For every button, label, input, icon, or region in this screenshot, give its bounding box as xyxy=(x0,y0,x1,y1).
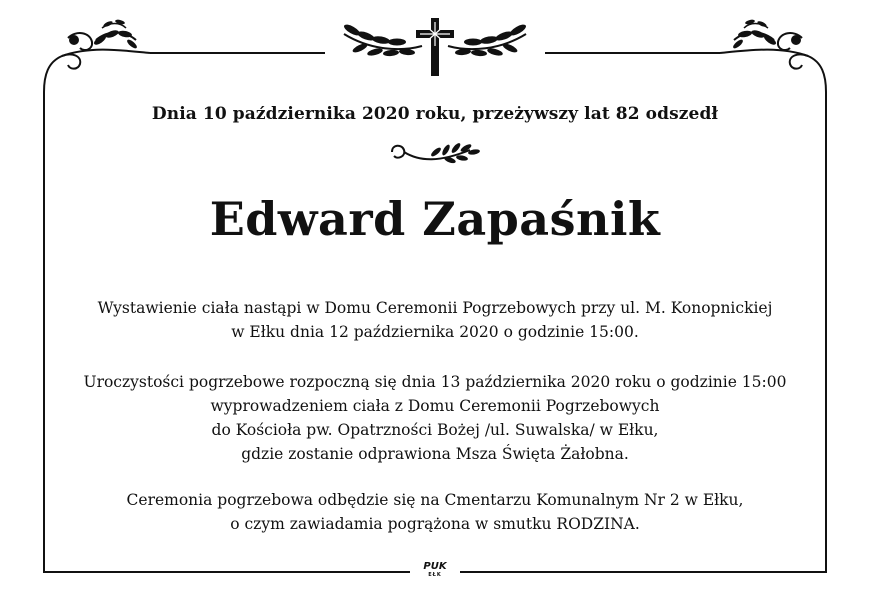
paragraph-line: Wystawienie ciała nastąpi w Domu Ceremonii Pogrzebowych przy ul. M. Konopnickiej xyxy=(97,299,773,317)
paragraph-line: Ceremonia pogrzebowa odbędzie się na Cmentarzu Komunalnym Nr 2 w Ełku, xyxy=(126,491,744,509)
paragraph-line: w Ełku dnia 12 października 2020 o godzinie 15:00. xyxy=(231,323,639,341)
deceased-name: Edward Zapaśnik xyxy=(209,192,661,246)
paragraph-burial xyxy=(40,488,830,536)
paragraph-ceremony xyxy=(40,370,830,466)
obituary-intro: Dnia 10 października 2020 roku, przeżywszy lat 82 odszedł xyxy=(151,104,719,124)
paragraph-viewing xyxy=(40,296,830,344)
floral-flourish-icon xyxy=(720,24,826,93)
vine-divider-icon xyxy=(392,142,480,165)
cross-with-laurel-icon xyxy=(342,18,527,76)
paragraph-line: o czym zawiadamia pogrążona w smutku RODZINA. xyxy=(230,515,640,533)
paragraph-line: do Kościoła pw. Opatrzności Bożej /ul. Suwalska/ w Ełku, xyxy=(211,421,659,439)
puk-logo xyxy=(414,562,456,578)
floral-flourish-icon xyxy=(44,24,150,93)
logo-sub: EŁK xyxy=(428,572,442,578)
paragraph-line: Uroczystości pogrzebowe rozpoczną się dnia 13 października 2020 roku o godzinie 15:00 xyxy=(83,373,787,391)
paragraph-line: wyprowadzeniem ciała z Domu Ceremonii Pogrzebowych xyxy=(210,397,660,415)
paragraph-line: gdzie zostanie odprawiona Msza Święta Żałobna. xyxy=(241,445,629,463)
logo-main: PUK xyxy=(423,561,447,572)
